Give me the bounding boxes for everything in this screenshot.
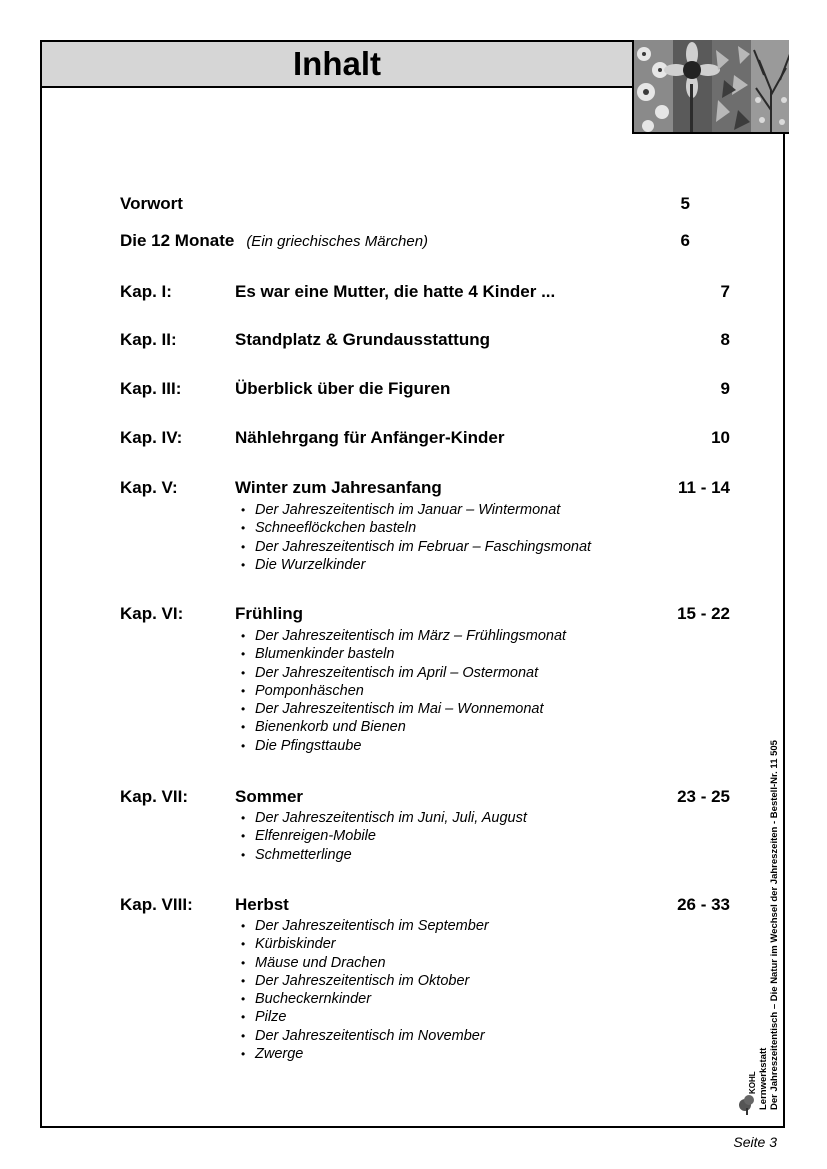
toc-page: 10	[711, 428, 730, 447]
toc-page: 11 - 14	[678, 478, 730, 497]
toc-title: Herbst	[235, 895, 289, 914]
sidebar-imprint	[758, 650, 790, 1110]
toc-title: Standplatz & Grundausstattung	[235, 330, 490, 349]
toc-chapter-label: Kap. VII:	[120, 787, 189, 806]
toc-subitem[interactable]: • Zwerge	[241, 1045, 489, 1063]
toc-page: 7	[720, 282, 730, 301]
toc-page: 15 - 22	[677, 604, 730, 623]
toc-subitem[interactable]: • Bienenkorb und Bienen	[241, 718, 566, 736]
toc-sublist-kap-7	[241, 809, 527, 864]
toc-page: 9	[720, 379, 730, 398]
toc-subitem[interactable]: • Schmetterlinge	[241, 846, 527, 864]
toc-title	[120, 230, 428, 253]
toc-chapter-label: Kap. VI:	[120, 604, 184, 623]
toc-title: Nählehrgang für Anfänger-Kinder	[235, 428, 505, 447]
toc-page: 6	[680, 231, 690, 250]
toc-title: Vorwort	[120, 194, 183, 213]
page-title: Inhalt	[293, 45, 381, 82]
toc-subitem[interactable]: • Mäuse und Drachen	[241, 954, 489, 972]
toc-subitem[interactable]: • Der Jahreszeitentisch im Februar – Faschingsmonat	[241, 538, 591, 556]
toc-page: 5	[680, 194, 690, 213]
toc-subitem[interactable]: • Der Jahreszeitentisch im Januar – Wintermonat	[241, 501, 591, 519]
seasons-photo-strip	[632, 40, 789, 134]
toc-chapter-label: Kap. VIII:	[120, 895, 193, 914]
toc-subitem[interactable]: • Der Jahreszeitentisch im Mai – Wonnemonat	[241, 700, 566, 718]
toc-subitem[interactable]: • Der Jahreszeitentisch im November	[241, 1027, 489, 1045]
toc-title: Überblick über die Figuren	[235, 379, 451, 398]
toc-title-note: (Ein griechisches Märchen)	[246, 233, 429, 250]
toc-chapter-label: Kap. III:	[120, 379, 182, 398]
toc-page: 8	[720, 330, 730, 349]
imprint-line-1: Lernwerkstatt	[758, 1047, 769, 1110]
toc-subitem[interactable]: • Der Jahreszeitentisch im Oktober	[241, 972, 489, 990]
toc-subitem[interactable]: • Die Wurzelkinder	[241, 556, 591, 574]
toc-subitem[interactable]: • Die Pfingsttaube	[241, 737, 566, 755]
toc-page: 26 - 33	[677, 895, 730, 914]
toc-subitem[interactable]: • Pomponhäschen	[241, 682, 566, 700]
logo-text: KOHL	[748, 1071, 757, 1094]
toc-sublist-kap-8	[241, 917, 489, 1063]
toc-subitem[interactable]: • Der Jahreszeitentisch im September	[241, 917, 489, 935]
toc-chapter-label: Kap. IV:	[120, 428, 183, 447]
toc-sublist-kap-5	[241, 501, 591, 574]
page-number: Seite 3	[733, 1134, 777, 1150]
toc-chapter-label: Kap. I:	[120, 282, 172, 301]
publisher-logo	[738, 1050, 758, 1116]
toc-subitem[interactable]: • Schneeflöckchen basteln	[241, 519, 591, 537]
toc-subitem[interactable]: • Elfenreigen-Mobile	[241, 827, 527, 845]
toc-subitem[interactable]: • Blumenkinder basteln	[241, 645, 566, 663]
toc-chapter-label: Kap. V:	[120, 478, 178, 497]
toc-subitem[interactable]: • Pilze	[241, 1008, 489, 1026]
imprint-line-2: Der Jahreszeitentisch – Die Natur im Wechsel der Jahreszeiten - Bestell-Nr. 11 505	[769, 740, 780, 1110]
title-bar	[42, 42, 632, 88]
toc-subitem[interactable]: • Der Jahreszeitentisch im April – Ostermonat	[241, 664, 566, 682]
toc-subitem[interactable]: • Kürbiskinder	[241, 935, 489, 953]
toc-chapter-label: Kap. II:	[120, 330, 177, 349]
toc-title: Winter zum Jahresanfang	[235, 478, 442, 497]
toc-subitem[interactable]: • Bucheckernkinder	[241, 990, 489, 1008]
toc-title-text: Die 12 Monate	[120, 231, 235, 250]
toc-page: 23 - 25	[677, 787, 730, 806]
toc-title: Sommer	[235, 787, 304, 806]
toc-title: Es war eine Mutter, die hatte 4 Kinder ...	[235, 282, 556, 301]
seasons-photo-image	[634, 40, 789, 134]
toc-subitem[interactable]: • Der Jahreszeitentisch im März – Frühlingsmonat	[241, 627, 566, 645]
toc-sublist-kap-6	[241, 627, 566, 755]
tree-logo-icon	[738, 1050, 758, 1116]
toc-subitem[interactable]: • Der Jahreszeitentisch im Juni, Juli, August	[241, 809, 527, 827]
toc-title: Frühling	[235, 604, 303, 623]
